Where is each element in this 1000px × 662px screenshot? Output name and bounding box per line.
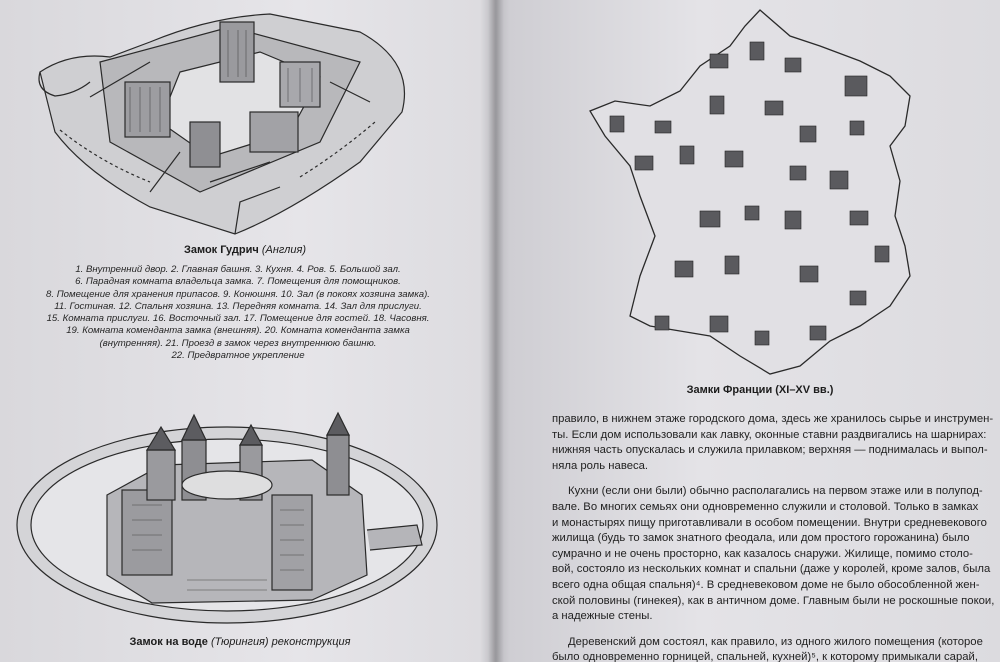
text-line: а надежные стены. — [552, 610, 653, 623]
text-line: и монастырях пищу приготавливали в особом помещении. Внутри средневекового — [552, 516, 987, 529]
text-line: жилища (будь то замок знатного феодала, или дом простого горожанина) было — [552, 532, 970, 545]
bottom-figure-caption — [90, 636, 390, 648]
text-line: ты. Если дом использовали как лавку, оконные ставни раздвигались на шарнирах: — [552, 428, 987, 441]
legend-line: 1. Внутренний двор. 2. Главная башня. 3. Кухня. 4. Ров. 5. Большой зал. — [75, 264, 401, 275]
text-line: няла роль навеса. — [552, 459, 649, 472]
paragraph-2 — [552, 484, 995, 624]
bottom-figure-caption-title: Замок на воде — [129, 636, 208, 648]
paragraph-3 — [552, 635, 983, 662]
text-line: сумрачно и не очень просторно, как казалось снаружи. Жилище, помимо столо- — [552, 547, 973, 560]
text-line: Деревенский дом состоял, как правило, из одного жилого помещения (которое — [568, 635, 983, 648]
paragraph-1 — [552, 412, 994, 474]
top-figure-legend — [28, 264, 448, 362]
text-line: было одновременно горницей, спальней, кухней)⁵, к которому примыкали сарай, — [552, 651, 978, 662]
map-caption — [640, 384, 880, 396]
legend-line: 22. Предвратное укрепление — [171, 350, 305, 362]
legend-line: 15. Комната прислуги. 16. Восточный зал. 17. Помещение для гостей. 18. Часовня. — [46, 313, 430, 325]
body-text — [552, 412, 995, 662]
legend-line: 6. Парадная комната владельца замка. 7. Помещения для помощников. — [75, 276, 401, 288]
text-line: нижняя часть опускалась и служила прилавком; верхняя — поднималась и выпол- — [552, 444, 988, 457]
goodrich-castle-illustration — [30, 2, 430, 240]
water-castle-illustration — [12, 405, 442, 630]
legend-line: 11. Гостиная. 12. Спальня хозяина. 13. Передняя комната. 14. Зал для прислуги. — [54, 300, 422, 312]
top-figure-caption — [130, 244, 360, 256]
legend-line: 8. Помещение для хранения припасов. 9. Конюшня. 10. Зал (в покоях хозяина замка). — [46, 288, 430, 300]
france-castles-map — [560, 6, 920, 380]
text-line: правило, в нижнем этаже городского дома, здесь же хранилось сырье и инструмен- — [552, 413, 994, 425]
text-line: Кухни (если они были) обычно располагались на первом этаже или в полупод- — [568, 485, 983, 498]
france-outline — [590, 10, 910, 374]
text-line: ской половины (гинекея), как в античном доме. Главным были не роскошные покои, — [552, 594, 995, 607]
text-line: всего одна общая спальня)⁴. В средневековом доме не было обособленной жен- — [552, 578, 980, 591]
text-line: вале. Во многих семьях они одновременно служили и столовой. Только в замках — [552, 500, 979, 513]
text-line: вой, состояло из нескольких комнат и спальни (даже у королей, кроме залов, была — [552, 563, 991, 576]
legend-line: 19. Комната коменданта замка (внешняя). 20. Комната коменданта замка — [66, 325, 410, 337]
map-caption-title: Замки Франции (XI–XV вв.) — [686, 384, 834, 396]
bottom-figure-caption-note: (Тюрингия) реконструкция — [210, 636, 351, 648]
top-figure-caption-note: (Англия) — [261, 244, 307, 256]
legend-line: (внутренняя). 21. Проезд в замок через внутреннюю башню. — [99, 337, 377, 349]
book-gutter — [488, 0, 504, 662]
top-figure-caption-title: Замок Гудрич — [183, 244, 259, 256]
